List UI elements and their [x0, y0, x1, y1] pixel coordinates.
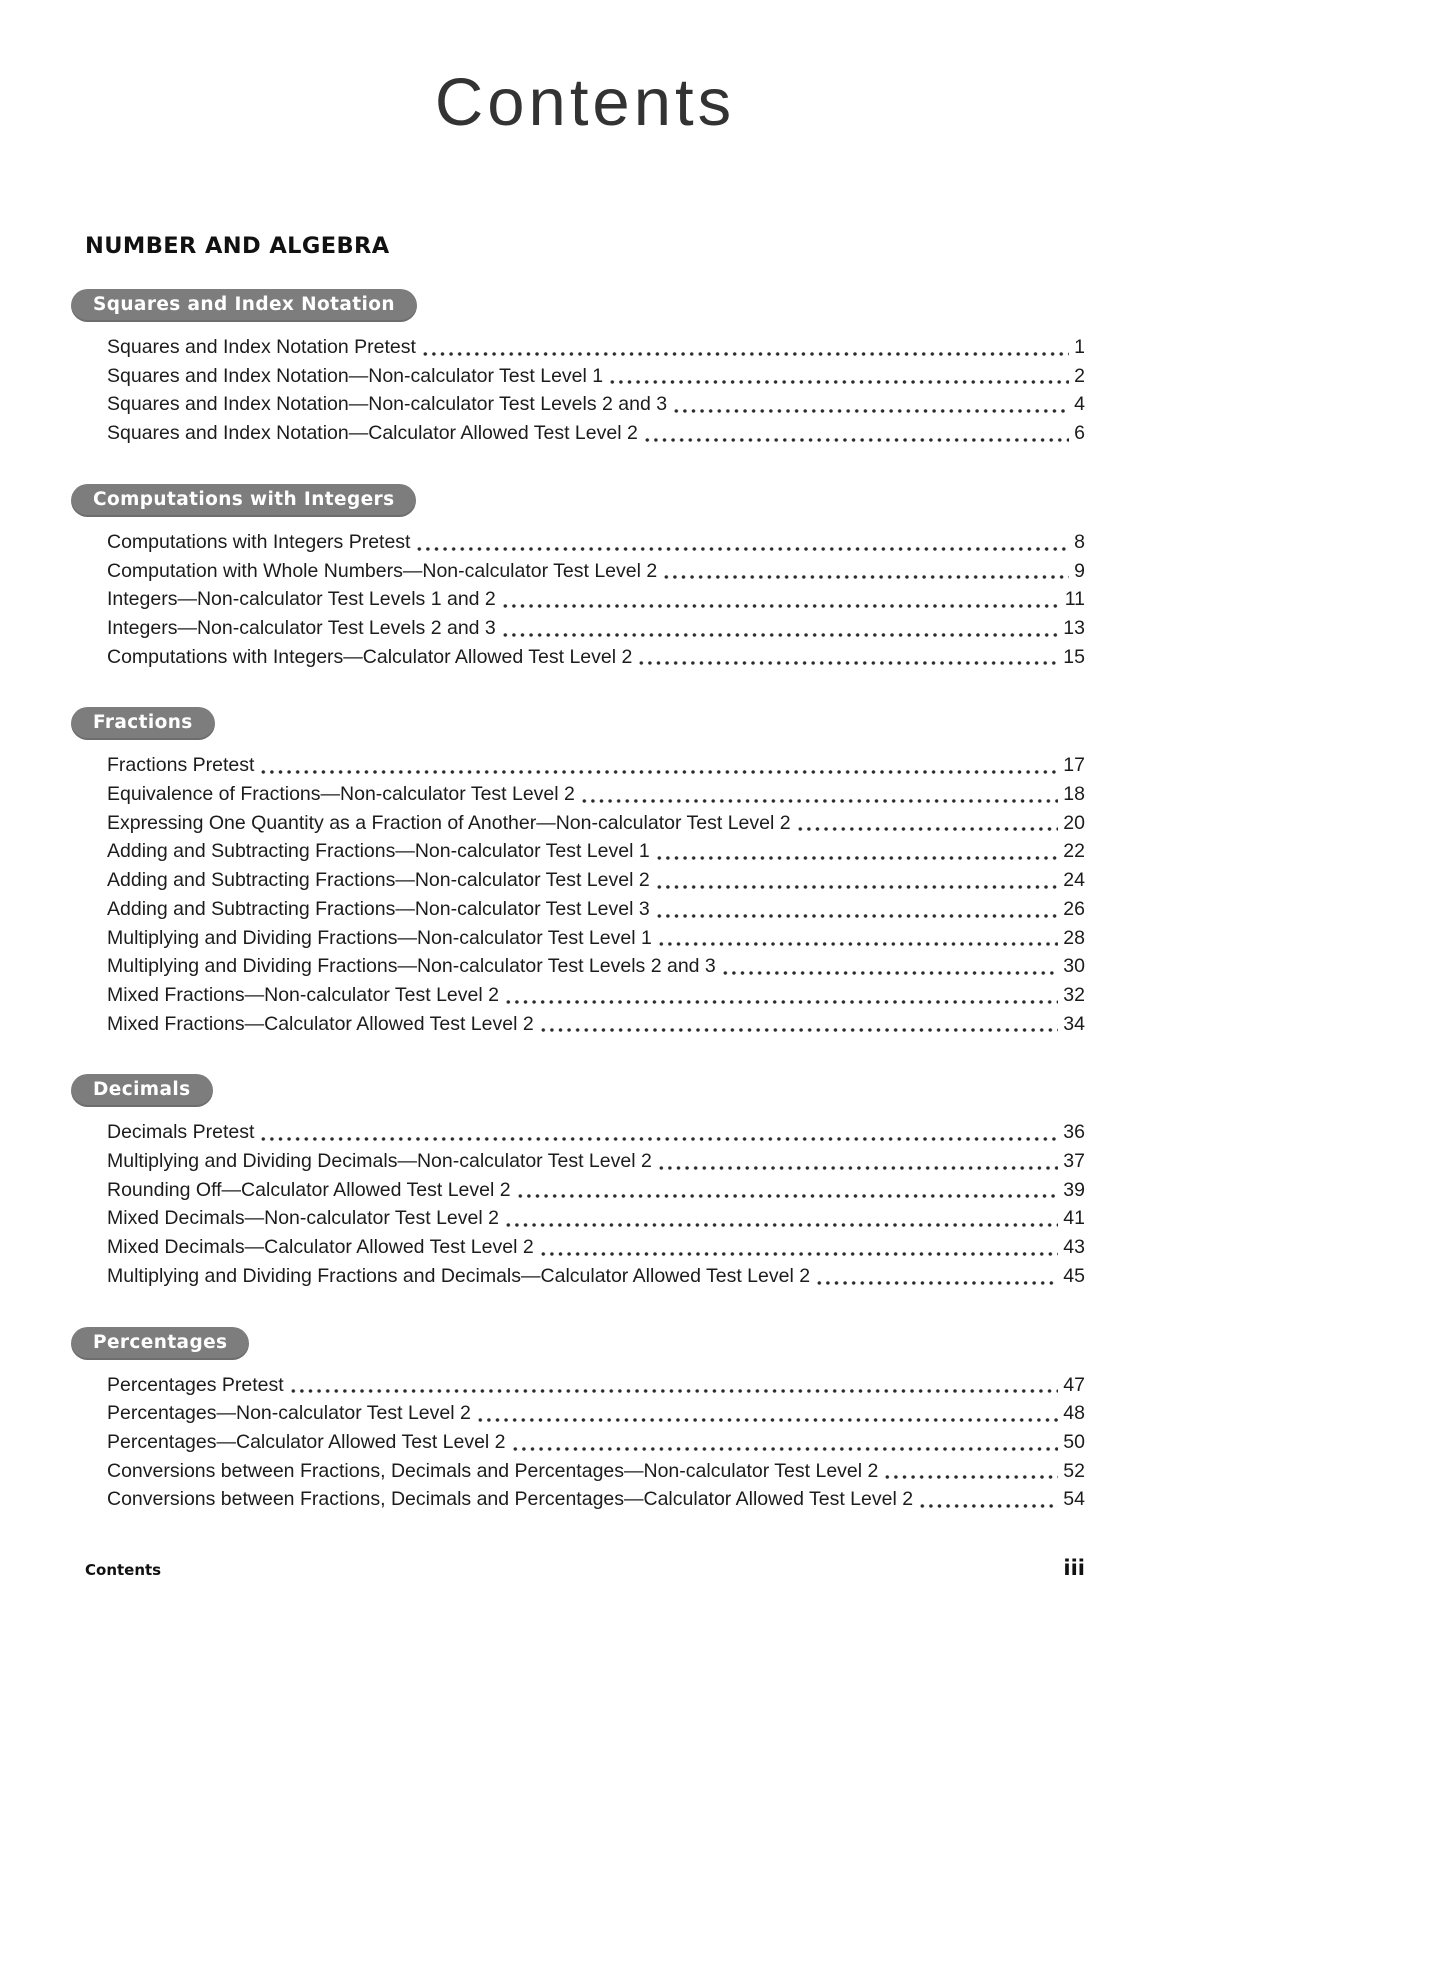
toc-entry — [107, 1204, 1085, 1233]
section-pill: Percentages — [71, 1327, 249, 1360]
toc-entry — [107, 952, 1085, 981]
toc-entry-title: Mixed Decimals—Non-calculator Test Level 2 — [107, 1207, 499, 1230]
toc-entry — [107, 751, 1085, 780]
toc-entry-title: Integers—Non-calculator Test Levels 2 and 3 — [107, 616, 496, 639]
page-title: Contents — [434, 65, 736, 140]
toc-entry-title: Expressing One Quantity as a Fraction of Another—Non-calculator Test Level 2 — [107, 811, 791, 834]
toc-entry-page-number: 48 — [1063, 1402, 1085, 1425]
section-entries — [85, 333, 1085, 448]
toc-entry-page-number: 43 — [1063, 1236, 1085, 1259]
toc-entry-title: Multiplying and Dividing Fractions and Decimals—Calculator Allowed Test Level 2 — [107, 1264, 811, 1287]
page-footer — [85, 1556, 1085, 1580]
toc-entry-page-number: 13 — [1063, 616, 1085, 639]
toc-entry-title: Multiplying and Dividing Fractions—Non-calculator Test Levels 2 and 3 — [107, 955, 716, 978]
toc-entry — [107, 585, 1085, 614]
section-entries — [85, 1118, 1085, 1290]
toc-entry — [107, 614, 1085, 643]
toc-sections — [85, 289, 1085, 1514]
toc-entry-title: Computation with Whole Numbers—Non-calculator Test Level 2 — [107, 559, 658, 582]
toc-entry — [107, 1176, 1085, 1205]
section-entries — [85, 751, 1085, 1038]
toc-entry-title: Percentages Pretest — [107, 1373, 284, 1396]
toc-entry-title: Multiplying and Dividing Fractions—Non-calculator Test Level 1 — [107, 926, 652, 949]
toc-entry-title: Integers—Non-calculator Test Levels 1 and 2 — [107, 588, 496, 611]
toc-section — [85, 707, 1085, 1038]
toc-entry — [107, 1457, 1085, 1486]
toc-entry-page-number: 28 — [1063, 926, 1085, 949]
section-pill: Fractions — [71, 707, 215, 740]
toc-entry-page-number: 37 — [1063, 1150, 1085, 1173]
toc-entry-page-number: 32 — [1063, 983, 1085, 1006]
toc-entry-page-number: 24 — [1063, 869, 1085, 892]
toc-entry-title: Fractions Pretest — [107, 754, 255, 777]
toc-entry-page-number: 45 — [1063, 1264, 1085, 1287]
toc-entry — [107, 837, 1085, 866]
toc-entry-title: Equivalence of Fractions—Non-calculator Test Level 2 — [107, 783, 575, 806]
toc-entry-page-number: 15 — [1063, 645, 1085, 668]
toc-entry — [107, 866, 1085, 895]
section-entries — [85, 528, 1085, 672]
toc-section — [85, 484, 1085, 672]
toc-section — [85, 289, 1085, 448]
toc-entry — [107, 1262, 1085, 1291]
toc-entry-page-number: 1 — [1074, 336, 1085, 358]
toc-entry — [107, 1399, 1085, 1428]
toc-entry — [107, 643, 1085, 672]
toc-entry-title: Adding and Subtracting Fractions—Non-calculator Test Level 3 — [107, 897, 650, 920]
toc-entry — [107, 809, 1085, 838]
toc-entry-title: Mixed Fractions—Calculator Allowed Test Level 2 — [107, 1012, 534, 1035]
toc-entry — [107, 1371, 1085, 1400]
toc-entry-page-number: 36 — [1063, 1121, 1085, 1144]
toc-entry-title: Conversions between Fractions, Decimals and Percentages—Calculator Allowed Test Level 2 — [107, 1488, 914, 1511]
toc-entry-title: Adding and Subtracting Fractions—Non-calculator Test Level 1 — [107, 840, 650, 863]
toc-entry — [107, 924, 1085, 953]
toc-entry-page-number: 4 — [1074, 393, 1085, 416]
section-entries — [85, 1371, 1085, 1515]
toc-entry-page-number: 22 — [1063, 840, 1085, 863]
toc-section — [85, 1074, 1085, 1290]
toc-entry-page-number: 50 — [1063, 1430, 1085, 1453]
toc-entry-title: Squares and Index Notation—Non-calculator Test Levels 2 and 3 — [107, 393, 668, 416]
section-pill: Squares and Index Notation — [71, 289, 417, 322]
toc-entry-page-number: 30 — [1063, 955, 1085, 978]
toc-entry-page-number: 41 — [1063, 1207, 1085, 1230]
toc-entry-page-number: 39 — [1063, 1178, 1085, 1201]
toc-entry-page-number: 54 — [1063, 1488, 1085, 1511]
toc-entry-page-number: 11 — [1064, 588, 1085, 611]
toc-entry-page-number: 9 — [1074, 559, 1085, 582]
toc-entry-title: Computations with Integers—Calculator Allowed Test Level 2 — [107, 645, 633, 668]
toc-entry-page-number: 52 — [1063, 1459, 1085, 1482]
toc-entry-title: Adding and Subtracting Fractions—Non-calculator Test Level 2 — [107, 869, 650, 892]
section-pill: Computations with Integers — [71, 484, 416, 517]
footer-contents-label: Contents — [85, 1561, 162, 1580]
toc-entry-title: Mixed Decimals—Calculator Allowed Test Level 2 — [107, 1236, 534, 1259]
toc-entry-page-number: 17 — [1063, 754, 1085, 777]
toc-entry — [107, 362, 1085, 391]
toc-entry-title: Percentages—Non-calculator Test Level 2 — [107, 1402, 471, 1425]
toc-entry — [107, 1147, 1085, 1176]
toc-entry-title: Rounding Off—Calculator Allowed Test Level 2 — [107, 1178, 511, 1201]
toc-entry-title: Conversions between Fractions, Decimals and Percentages—Non-calculator Test Level 2 — [107, 1459, 879, 1482]
footer-page-number: iii — [1063, 1556, 1085, 1581]
toc-entry-title: Decimals Pretest — [107, 1121, 255, 1144]
toc-entry — [107, 333, 1085, 362]
toc-entry-title: Squares and Index Notation—Non-calculator Test Level 1 — [107, 364, 604, 387]
toc-entry-page-number: 2 — [1074, 364, 1085, 387]
toc-entry — [107, 1428, 1085, 1457]
section-pill: Decimals — [71, 1074, 213, 1107]
toc-entry-title: Squares and Index Notation—Calculator Allowed Test Level 2 — [107, 422, 638, 445]
toc-entry — [107, 1233, 1085, 1262]
toc-section — [85, 1327, 1085, 1515]
toc-entry-page-number: 34 — [1063, 1012, 1085, 1035]
toc-entry-title: Multiplying and Dividing Decimals—Non-calculator Test Level 2 — [107, 1150, 652, 1173]
toc-entry-page-number: 18 — [1063, 783, 1085, 806]
toc-entry — [107, 1118, 1085, 1147]
toc-entry — [107, 1010, 1085, 1039]
toc-entry-title: Squares and Index Notation Pretest — [107, 336, 416, 358]
toc-entry — [107, 780, 1085, 809]
part-heading: NUMBER AND ALGEBRA — [85, 233, 390, 259]
toc-entry — [107, 557, 1085, 586]
toc-entry-page-number: 47 — [1063, 1373, 1085, 1396]
toc-entry — [107, 528, 1085, 557]
toc-entry — [107, 419, 1085, 448]
toc-entry-page-number: 6 — [1074, 422, 1085, 445]
toc-entry-page-number: 8 — [1074, 530, 1085, 553]
toc-entry — [107, 895, 1085, 924]
toc-entry-page-number: 20 — [1063, 811, 1085, 834]
toc-entry-title: Mixed Fractions—Non-calculator Test Level 2 — [107, 983, 499, 1006]
toc-entry-title: Percentages—Calculator Allowed Test Level 2 — [107, 1430, 506, 1453]
toc-entry — [107, 981, 1085, 1010]
toc-entry-page-number: 26 — [1063, 897, 1085, 920]
toc-entry — [107, 1485, 1085, 1514]
toc-entry-title: Computations with Integers Pretest — [107, 530, 411, 553]
content-column — [85, 0, 1085, 1580]
toc-entry — [107, 390, 1085, 419]
